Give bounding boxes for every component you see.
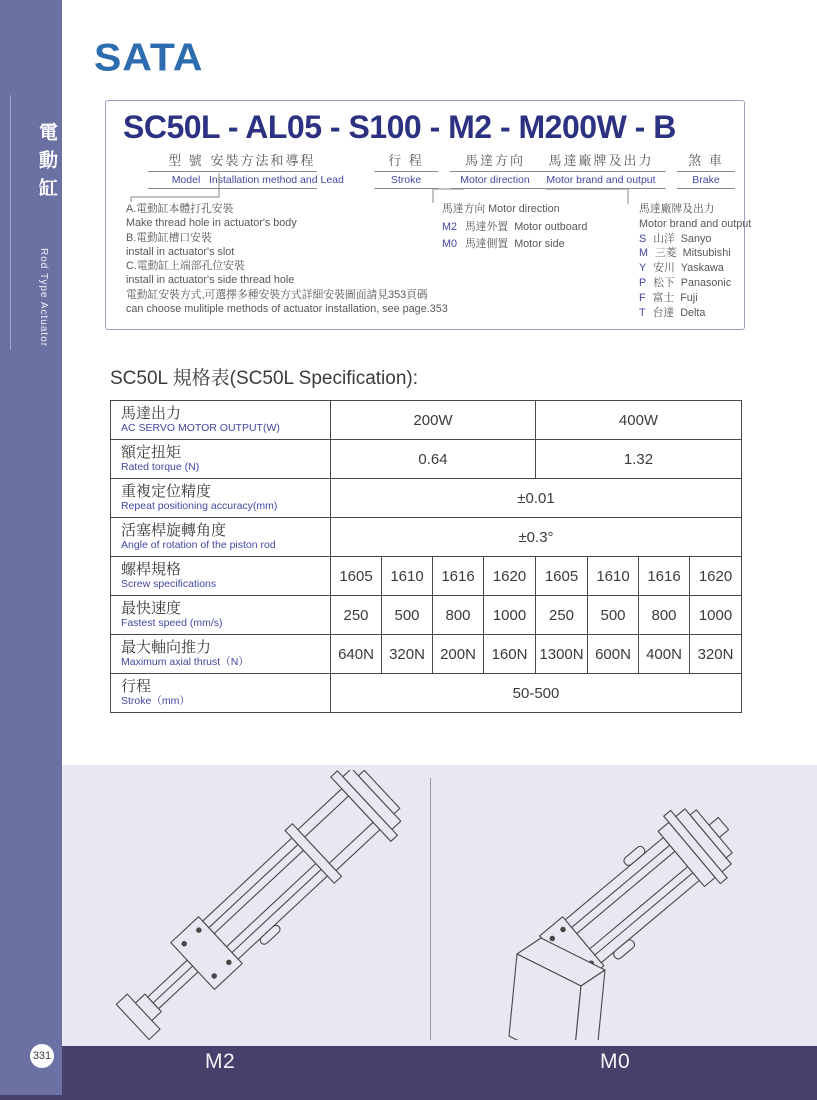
spec-cell: 500 (382, 596, 433, 635)
spec-row-label-en: Fastest speed (mm/s) (121, 617, 223, 629)
motor-direction-section (442, 201, 587, 254)
spec-row (111, 557, 742, 596)
installation-line: 電動缸安裝方式,可選擇多種安裝方式詳細安裝圖面請見353頁碼 (126, 288, 428, 301)
motor-brand-code: P (639, 276, 647, 289)
spec-table-title: SC50L 規格表(SC50L Specification): (110, 368, 418, 389)
model-label-en: Model (148, 172, 224, 189)
spec-row (111, 518, 742, 557)
installation-methods-section (126, 202, 448, 316)
spec-cell: 400W (536, 401, 742, 440)
motor-brand-title-en: Motor brand and output (639, 217, 752, 230)
installation-line: can choose mulitiple methods of actuator installation, see page.353 (126, 303, 448, 316)
motor-brand-row (639, 261, 751, 276)
spec-row-label (111, 440, 331, 479)
footer-bar (0, 1046, 817, 1100)
installation-line: C.電動缸上端部孔位安裝 (126, 260, 245, 273)
spec-cell: 1620 (484, 557, 536, 596)
model-label-en: Installation method and Lead (209, 172, 317, 189)
model-code-text: SC50L - AL05 - S100 - M2 - M200W - B (123, 109, 676, 145)
spec-row-label-en: Screw specifications (121, 578, 217, 590)
motor-direction-en: Motor side (514, 238, 565, 250)
footer-label-m2: M2 (205, 1050, 236, 1073)
spec-row (111, 479, 742, 518)
spec-cell: 250 (331, 596, 382, 635)
motor-brand-cn: 三菱 (655, 247, 677, 260)
spec-row-label (111, 674, 331, 713)
model-label-cn: 行 程 (374, 150, 438, 172)
motor-direction-option (442, 236, 587, 254)
spec-row-label-cn: 額定扭矩 (121, 444, 182, 461)
spec-row-label-en: Stroke（mm） (121, 695, 190, 707)
spec-row-label (111, 557, 331, 596)
motor-direction-title (442, 201, 587, 219)
spec-row-label-en: Maximum axial thrust（N） (121, 656, 249, 668)
motor-brand-cn: 台達 (652, 306, 675, 319)
motor-brand-section (639, 202, 751, 320)
motor-direction-code: M2 (442, 220, 457, 233)
spec-row-label-cn: 重複定位精度 (121, 483, 212, 500)
model-label-cn: 煞 車 (677, 150, 735, 172)
spec-cell: 320N (690, 635, 742, 674)
spec-row (111, 635, 742, 674)
model-label-cn: 馬達廠牌及出力 (536, 150, 666, 172)
spec-cell: ±0.3° (331, 518, 742, 557)
spec-table (110, 400, 742, 713)
sidebar (0, 0, 62, 1095)
spec-cell: 50-500 (331, 674, 742, 713)
spec-cell: 640N (331, 635, 382, 674)
spec-cell: 1610 (382, 557, 433, 596)
spec-row (111, 596, 742, 635)
spec-cell: 1605 (536, 557, 588, 596)
footer-label-m0: M0 (600, 1050, 631, 1073)
model-code-box (105, 100, 752, 330)
motor-brand-en: Yaskawa (680, 262, 724, 275)
motor-brand-code: Y (639, 262, 647, 275)
spec-row (111, 401, 742, 440)
spec-cell: 800 (639, 596, 690, 635)
spec-cell: 1610 (588, 557, 639, 596)
drawing-divider (430, 778, 431, 1040)
spec-row (111, 674, 742, 713)
spec-cell: 500 (588, 596, 639, 635)
motor-direction-option (442, 219, 587, 237)
installation-line: install in actuator's slot (126, 245, 235, 258)
installation-line: Make thread hole in actuator's body (126, 217, 297, 230)
spec-cell: 1620 (690, 557, 742, 596)
motor-brand-row (639, 306, 751, 321)
motor-brand-en: Panasonic (680, 276, 732, 289)
sidebar-accent-line (10, 95, 11, 350)
spec-cell: 200W (331, 401, 536, 440)
spec-cell: ±0.01 (331, 479, 742, 518)
motor-brand-en: Fuji (680, 291, 698, 304)
motor-brand-en: Mitsubishi (682, 247, 731, 260)
model-label-en: Stroke (374, 172, 438, 189)
motor-brand-code: S (639, 232, 647, 245)
motor-brand-row (639, 276, 751, 291)
spec-cell: 1605 (331, 557, 382, 596)
model-label-en: Brake (677, 172, 735, 189)
spec-cell: 0.64 (331, 440, 536, 479)
spec-row-label (111, 635, 331, 674)
spec-row-label-en: Repeat positioning accuracy(mm) (121, 500, 278, 512)
sidebar-category-en: Rod Type Actuator (38, 248, 49, 348)
spec-row-label-en: Rated torque (N) (121, 461, 200, 473)
installation-line: A.電動缸本體打孔安裝 (126, 203, 234, 215)
sata-logo: SATA (94, 35, 204, 79)
spec-cell: 600N (588, 635, 639, 674)
motor-brand-cn: 安川 (653, 262, 675, 275)
spec-cell: 200N (433, 635, 484, 674)
spec-cell: 400N (639, 635, 690, 674)
motor-brand-code: F (639, 291, 646, 304)
motor-brand-cn: 松下 (653, 276, 675, 289)
spec-row-label (111, 479, 331, 518)
m2-actuator-drawing-icon (85, 770, 430, 1042)
motor-direction-cn: 馬達側置 (465, 238, 509, 250)
motor-brand-row (639, 246, 751, 261)
spec-row-label-cn: 行程 (121, 678, 152, 695)
motor-brand-cn: 富士 (652, 291, 675, 304)
installation-line: B.電動缸槽口安裝 (126, 231, 212, 244)
spec-cell: 320N (382, 635, 433, 674)
motor-direction-code: M0 (442, 238, 457, 250)
motor-direction-title-cn: 馬達方向 (442, 203, 486, 215)
spec-cell: 1000 (690, 596, 742, 635)
model-label-en: Motor direction (450, 172, 540, 189)
spec-cell: 1300N (536, 635, 588, 674)
spec-row-label-cn: 馬達出力 (121, 405, 182, 422)
motor-direction-title-en: Motor direction (485, 203, 560, 215)
spec-row-label-cn: 螺桿規格 (121, 561, 182, 578)
spec-cell: 1616 (639, 557, 690, 596)
spec-cell: 250 (536, 596, 588, 635)
spec-row (111, 440, 742, 479)
spec-cell: 1000 (484, 596, 536, 635)
spec-row-label-cn: 最快速度 (121, 600, 182, 617)
spec-cell: 1616 (433, 557, 484, 596)
model-label-cn: 馬達方向 (450, 150, 540, 172)
motor-brand-code: T (639, 306, 646, 319)
spec-row-label-cn: 活塞桿旋轉角度 (121, 522, 227, 539)
spec-cell: 160N (484, 635, 536, 674)
spec-row-label-cn: 最大軸向推力 (121, 639, 212, 656)
spec-row-label (111, 596, 331, 635)
spec-cell: 800 (433, 596, 484, 635)
motor-brand-en: Delta (680, 306, 706, 319)
spec-row-label-en: AC SERVO MOTOR OUTPUT(W) (121, 422, 280, 434)
motor-brand-cn: 山洋 (653, 232, 675, 245)
model-label-cn: 型 號 (148, 150, 224, 172)
motor-direction-cn: 馬達外置 (465, 220, 509, 233)
sidebar-category-cn: 電動缸 (36, 122, 57, 206)
spec-row-label (111, 518, 331, 557)
motor-brand-row (639, 291, 751, 306)
model-label-cn: 安裝方法和導程 (209, 150, 317, 172)
motor-brand-code: M (639, 247, 648, 260)
motor-direction-en: Motor outboard (514, 220, 588, 233)
installation-line: install in actuator's side thread hole (126, 274, 295, 287)
drawing-area (62, 765, 817, 1046)
spec-cell: 1.32 (536, 440, 742, 479)
page-number-badge: 331 (30, 1044, 54, 1068)
model-label-en: Motor brand and output (536, 172, 666, 189)
motor-brand-row (639, 232, 751, 247)
motor-brand-title-cn: 馬達廠牌及出力 (639, 203, 715, 215)
m0-actuator-drawing-icon (455, 772, 805, 1040)
spec-row-label-en: Angle of rotation of the piston rod (121, 539, 276, 551)
spec-row-label (111, 401, 331, 440)
motor-brand-en: Sanyo (680, 232, 712, 245)
